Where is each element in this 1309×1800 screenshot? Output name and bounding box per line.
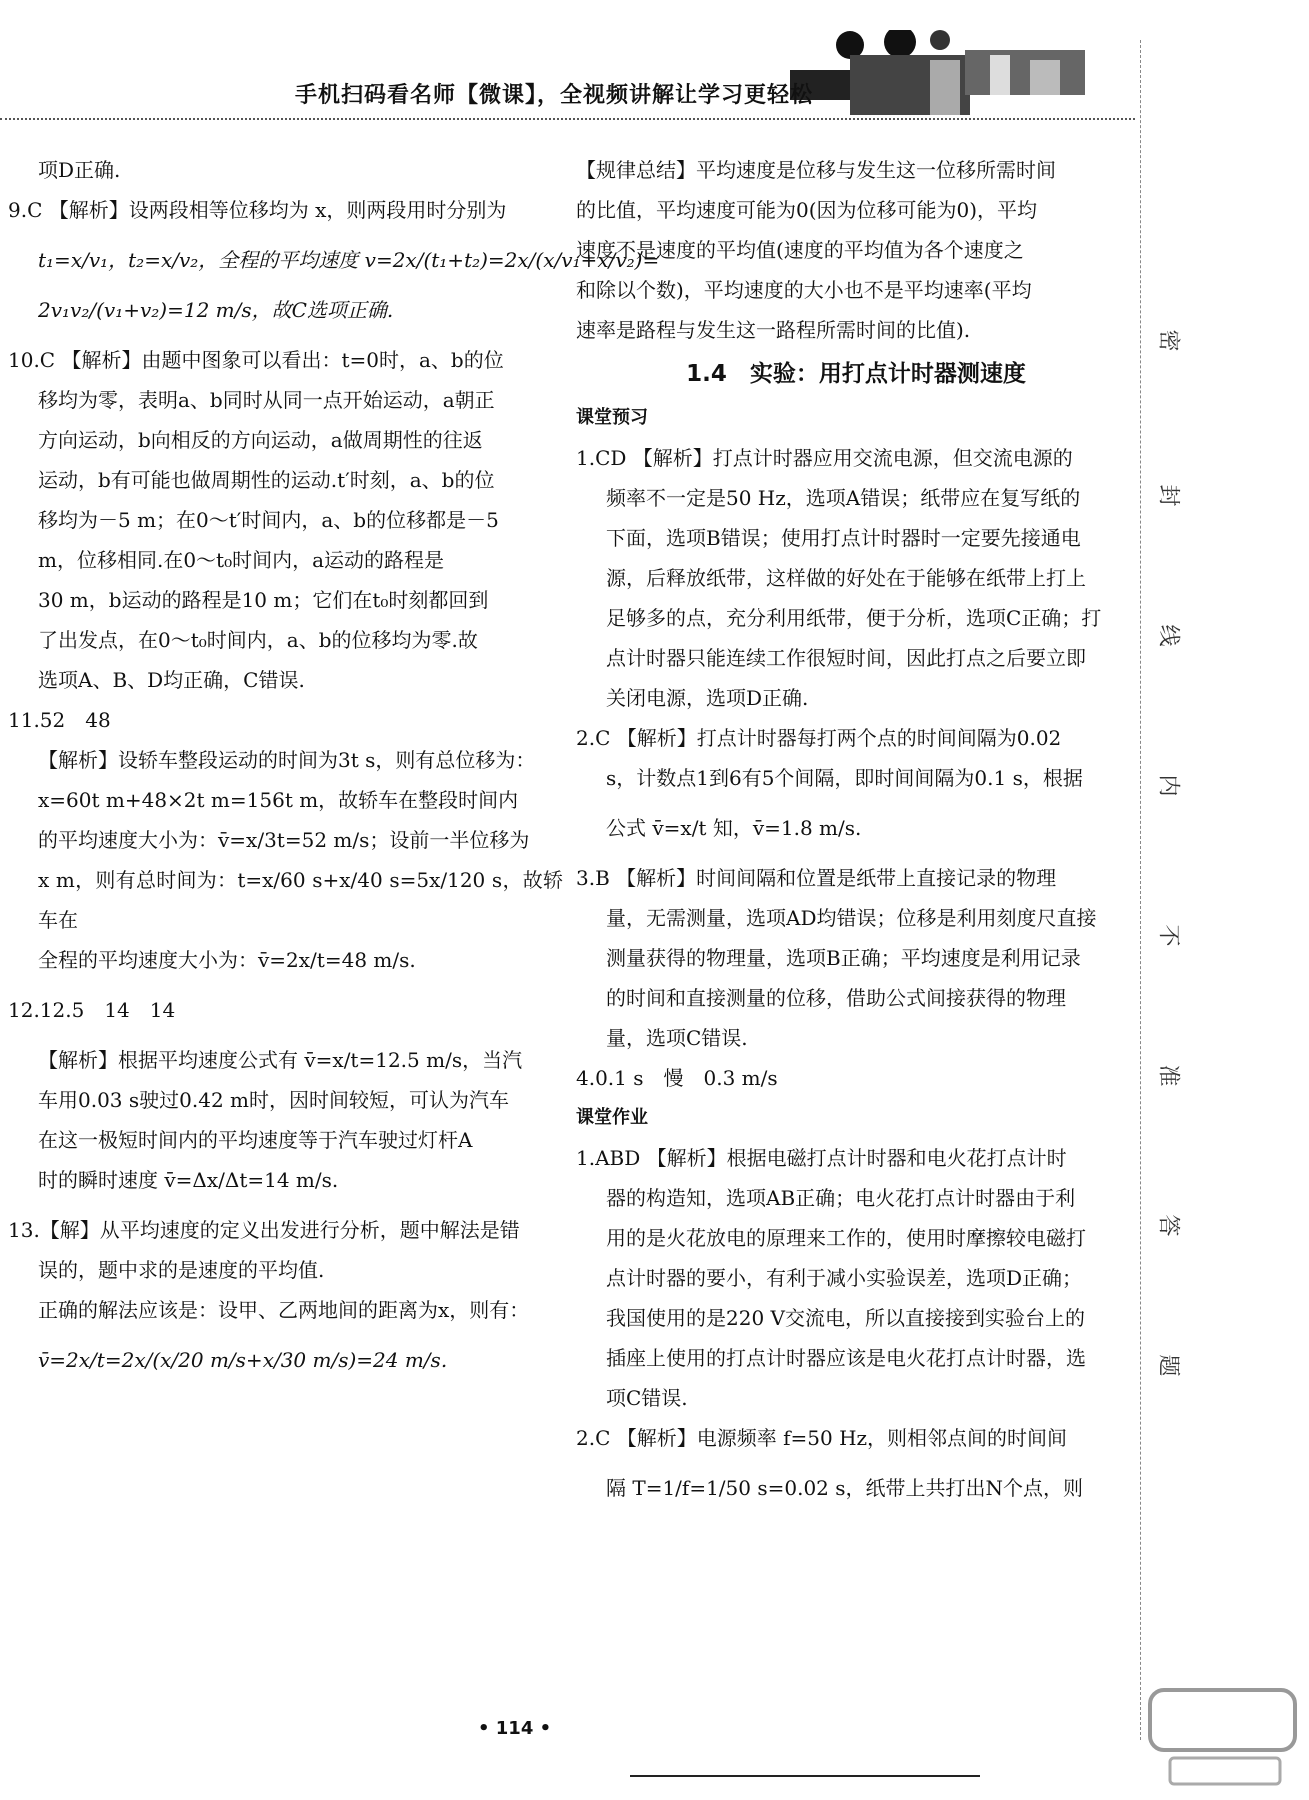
seal-char: 准: [1155, 1064, 1181, 1087]
text-line: 我国使用的是220 V交流电，所以直接接到实验台上的: [606, 1306, 1085, 1330]
text-line: 点计时器只能连续工作很短时间，因此打点之后要立即: [606, 646, 1086, 670]
text-line: 【解析】设轿车整段运动的时间为3t s，则有总位移为：: [38, 748, 536, 772]
text-line: 项D正确.: [38, 158, 121, 182]
seal-char: 线: [1155, 624, 1181, 647]
text-line: x=60t m+48×2t m=156t m，故轿车在整段时间内: [38, 788, 519, 812]
right-column: [576, 150, 1136, 1508]
text-line: s，计数点1到6有5个间隔，即时间间隔为0.1 s，根据: [606, 766, 1083, 790]
text-line: 量，无需测量，选项AD均错误；位移是利用刻度尺直接: [606, 906, 1097, 930]
formula-line: v̄=2x/t=2x/(x/20 m/s+x/30 m/s)=24 m/s.: [38, 1348, 448, 1372]
text-line: 源，后释放纸带，这样做的好处在于能够在纸带上打上: [606, 566, 1086, 590]
text-line: 足够多的点，充分利用纸带，便于分析，选项C正确；打: [606, 606, 1102, 630]
text-line: 全程的平均速度大小为：v̄=2x/t=48 m/s.: [38, 948, 416, 972]
text-line: 频率不一定是50 Hz，选项A错误；纸带应在复写纸的: [606, 486, 1081, 510]
text-line: 【规律总结】平均速度是位移与发生这一位移所需时间: [576, 158, 1056, 182]
text-line: 的时间和直接测量的位移，借助公式间接获得的物理: [606, 986, 1066, 1010]
text-line: 车用0.03 s驶过0.42 m时，因时间较短，可认为汽车: [38, 1088, 510, 1112]
text-line: 选项A、B、D均正确，C错误.: [38, 668, 305, 692]
text-line: 量，选项C错误.: [606, 1026, 748, 1050]
formula-line: t₁=x/v₁，t₂=x/v₂，全程的平均速度 v=2x/(t₁+t₂)=2x/(x/v₁+x/v₂)=: [38, 248, 660, 272]
text-line: 了出发点，在0～t₀时间内，a、b的位移均为零.故: [38, 628, 478, 652]
text-line: 时的瞬时速度 v̄=Δx/Δt=14 m/s.: [38, 1168, 339, 1192]
seal-char: 密: [1155, 329, 1181, 352]
subsection-title: 课堂预习: [576, 407, 648, 428]
text-line: 在这一极短时间内的平均速度等于汽车驶过灯杆A: [38, 1128, 473, 1152]
text-line: 1.ABD 【解析】根据电磁打点计时器和电火花打点计时: [576, 1146, 1067, 1170]
text-line: 的比值，平均速度可能为0(因为位移可能为0)，平均: [576, 198, 1038, 222]
text-line: 的平均速度大小为：v̄=x/3t=52 m/s；设前一半位移为: [38, 828, 530, 852]
text-line: 项C错误.: [606, 1386, 688, 1410]
text-line: 2.C 【解析】打点计时器每打两个点的时间间隔为0.02: [576, 726, 1062, 750]
seal-char: 封: [1155, 484, 1181, 507]
text-line: 器的构造知，选项AB正确；电火花打点计时器由于利: [606, 1186, 1076, 1210]
text-line: 30 m，b运动的路程是10 m；它们在t₀时刻都回到: [38, 588, 489, 612]
footer-rule: [630, 1775, 980, 1777]
page-number: • 114 •: [478, 1718, 552, 1739]
text-line: 移均为－5 m；在0～t′时间内，a、b的位移都是－5: [38, 508, 499, 532]
formula-line: 2v₁v₂/(v₁+v₂)=12 m/s，故C选项正确.: [38, 298, 394, 322]
text-line: 和除以个数)，平均速度的大小也不是平均速率(平均: [576, 278, 1032, 302]
seal-char: 不: [1155, 924, 1181, 947]
text-line: 2.C 【解析】电源频率 f=50 Hz，则相邻点间的时间间: [576, 1426, 1068, 1450]
page-header: [0, 0, 1309, 125]
text-line: 测量获得的物理量，选项B正确；平均速度是利用记录: [606, 946, 1081, 970]
subsection-title: 课堂作业: [576, 1107, 648, 1128]
answer-line: 12.12.5 14 14: [8, 998, 176, 1022]
answer-line: 11.52 48: [8, 708, 111, 732]
seal-char: 题: [1155, 1354, 1181, 1377]
text-line: 9.C 【解析】设两段相等位移均为 x，则两段用时分别为: [8, 198, 507, 222]
text-line: 点计时器的要小，有利于减小实验误差，选项D正确；: [606, 1266, 1083, 1290]
seal-line-margin: [1140, 40, 1201, 1740]
text-line: 【解析】根据平均速度公式有 v̄=x/t=12.5 m/s，当汽: [38, 1048, 523, 1072]
header-slogan: 手机扫码看名师【微课】，全视频讲解让学习更轻松: [295, 83, 814, 108]
text-line: 运动，b有可能也做周期性的运动.t′时刻，a、b的位: [38, 468, 495, 492]
text-line: 隔 T=1/f=1/50 s=0.02 s，纸带上共打出N个点，则: [606, 1476, 1084, 1500]
text-line: 10.C 【解析】由题中图象可以看出：t=0时，a、b的位: [8, 348, 504, 372]
section-title: 1.4 实验：用打点计时器测速度: [686, 361, 1026, 387]
answer-line: 4.0.1 s 慢 0.3 m/s: [576, 1066, 778, 1090]
site-watermark-logo: [1140, 1680, 1305, 1795]
header-decoration-graphic: [790, 30, 1090, 125]
seal-char: 内: [1155, 774, 1181, 797]
text-line: m，位移相同.在0～t₀时间内，a运动的路程是: [38, 548, 445, 572]
text-line: 移均为零，表明a、b同时从同一点开始运动，a朝正: [38, 388, 495, 412]
text-line: 1.CD 【解析】打点计时器应用交流电源，但交流电源的: [576, 446, 1073, 470]
text-line: 速率是路程与发生这一路程所需时间的比值).: [576, 318, 971, 342]
text-line: 用的是火花放电的原理来工作的，使用时摩擦较电磁打: [606, 1226, 1086, 1250]
header-divider: [0, 118, 1135, 120]
seal-char: 答: [1155, 1214, 1181, 1237]
text-line: 3.B 【解析】时间间隔和位置是纸带上直接记录的物理: [576, 866, 1057, 890]
text-line: 正确的解法应该是：设甲、乙两地间的距离为x，则有：: [38, 1298, 530, 1322]
text-line: x m，则有总时间为：t=x/60 s+x/40 s=5x/120 s，故轿车在: [38, 868, 563, 932]
text-line: 关闭电源，选项D正确.: [606, 686, 809, 710]
text-line: 误的，题中求的是速度的平均值.: [38, 1258, 325, 1282]
text-line: 公式 v̄=x/t 知，v̄=1.8 m/s.: [606, 816, 862, 840]
text-line: 13.【解】从平均速度的定义出发进行分析，题中解法是错: [8, 1218, 520, 1242]
text-line: 下面，选项B错误；使用打点计时器时一定要先接通电: [606, 526, 1081, 550]
text-line: 方向运动，b向相反的方向运动，a做周期性的往返: [38, 428, 483, 452]
text-line: 速度不是速度的平均值(速度的平均值为各个速度之: [576, 238, 1024, 262]
text-line: 插座上使用的打点计时器应该是电火花打点计时器，选: [606, 1346, 1086, 1370]
